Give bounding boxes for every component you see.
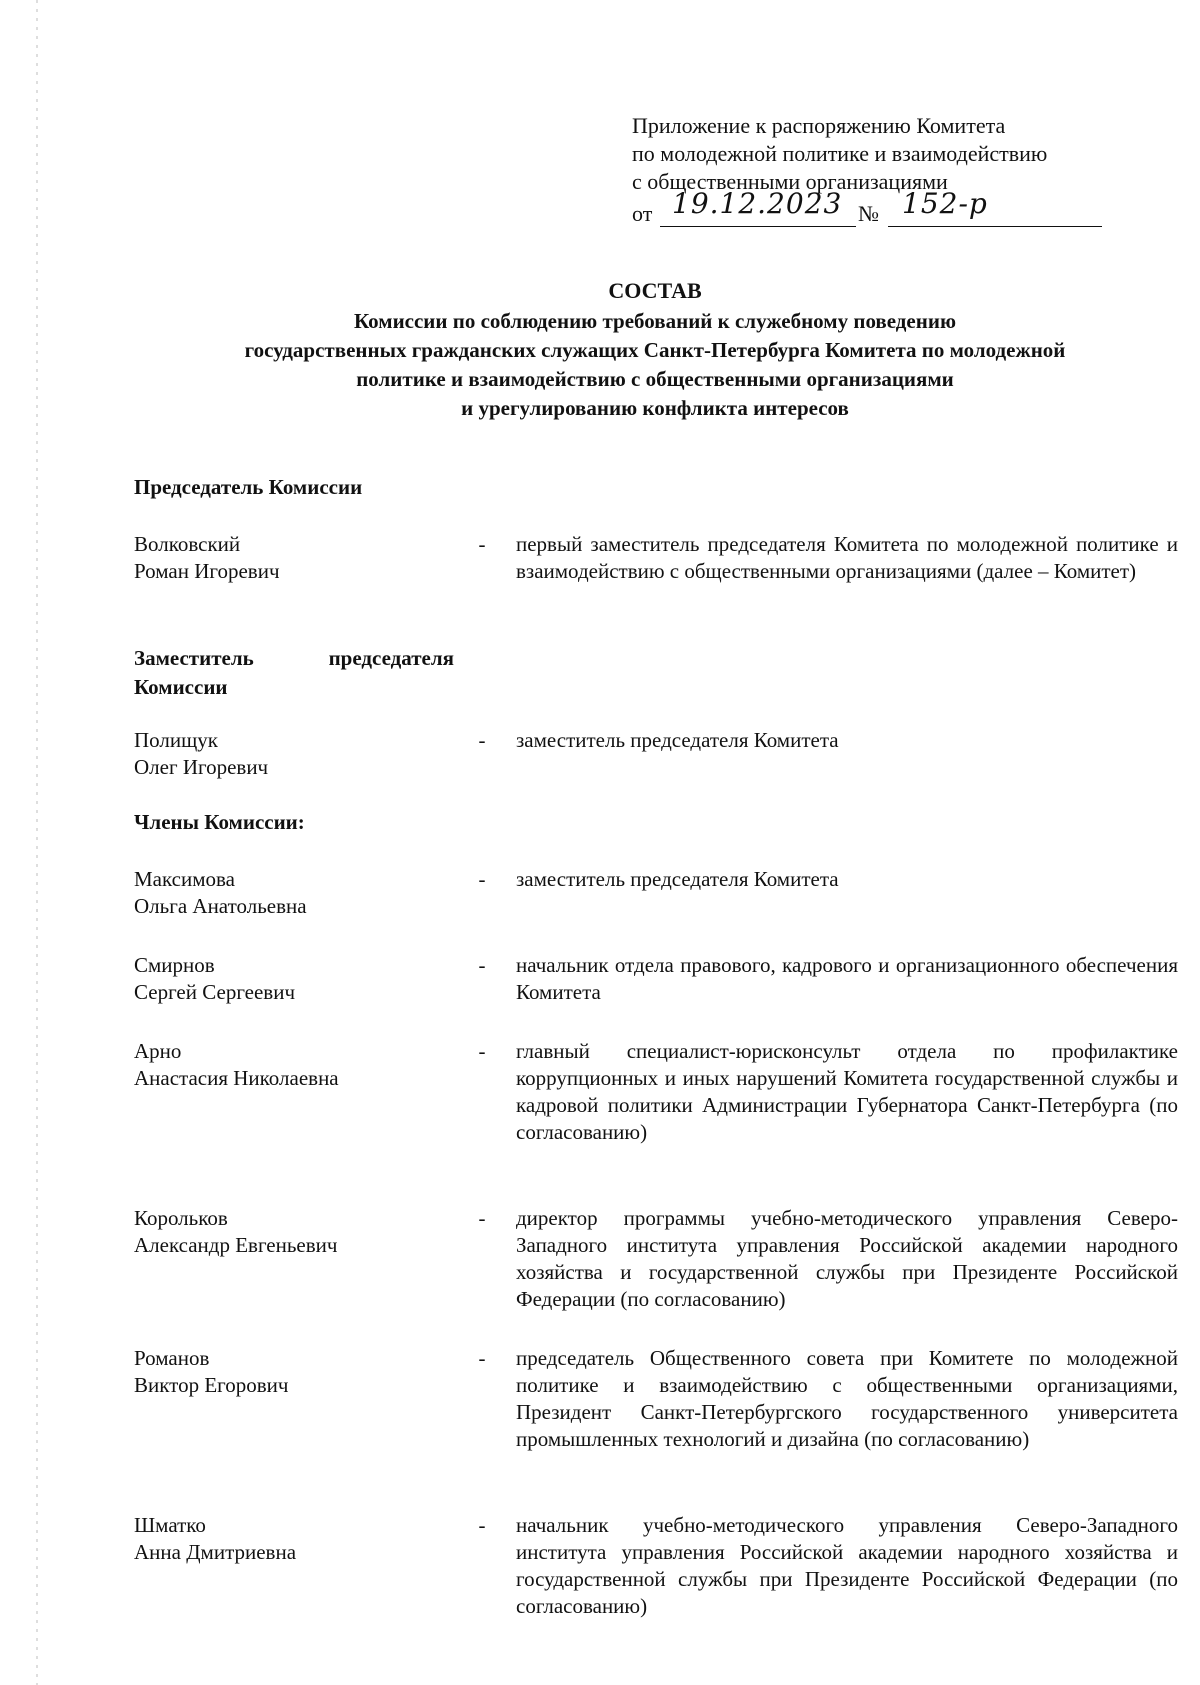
member-dash: - — [478, 1513, 486, 1537]
member-name — [134, 1205, 474, 1259]
appendix-line-1: Приложение к распоряжению Комитета — [632, 113, 1006, 138]
member-dash: - — [478, 728, 486, 752]
chairman-heading: Председатель Комиссии — [134, 475, 363, 499]
member-surname: Полищук — [134, 728, 218, 752]
member-given-name: Ольга Анатольевна — [134, 894, 307, 918]
title-line-1: Комиссии по соблюдению требований к служебному поведению — [353, 309, 956, 333]
deputy-heading-word-2: председателя — [328, 646, 454, 670]
member-role: директор программы учебно-методического управления Северо-Западного института управления Российской академии народного хозяйства и государственной службы при Президенте Российской Федерации (по согласованию) — [516, 1206, 1178, 1311]
member-given-name: Олег Игоревич — [134, 755, 269, 779]
member-name — [134, 866, 474, 920]
document-title — [140, 276, 1170, 423]
deputy-heading-line-2: Комиссии — [134, 675, 228, 699]
member-role: начальник отдела правового, кадрового и организационного обеспечения Комитета — [516, 953, 1178, 1004]
members-heading: Члены Комиссии: — [134, 810, 305, 834]
member-given-name: Роман Игоревич — [134, 559, 280, 583]
date-underline — [660, 226, 856, 227]
member-surname: Шматко — [134, 1513, 206, 1537]
member-given-name: Александр Евгеньевич — [134, 1233, 338, 1257]
number-prefix: № — [858, 201, 879, 226]
date-handwritten: 19.12.2023 — [672, 187, 843, 220]
member-name — [134, 531, 474, 585]
date-prefix: от — [632, 201, 653, 226]
member-surname: Корольков — [134, 1206, 228, 1230]
member-surname: Романов — [134, 1346, 210, 1370]
appendix-line-2: по молодежной политике и взаимодействию — [632, 141, 1048, 166]
member-surname: Максимова — [134, 867, 235, 891]
member-name — [134, 1038, 474, 1092]
member-name — [134, 1512, 474, 1566]
title-line-2: государственных гражданских служащих Санкт-Петербурга Комитета по молодежной — [244, 338, 1066, 362]
member-role: главный специалист-юрисконсульт отдела по профилактике коррупционных и иных нарушений Комитета государственной службы и кадровой политики Администрации Губернатора Санкт-Петербурга (по согласованию) — [516, 1039, 1178, 1144]
number-underline — [888, 226, 1102, 227]
member-dash: - — [478, 532, 486, 556]
member-surname: Смирнов — [134, 953, 215, 977]
member-name — [134, 1345, 474, 1399]
member-role: заместитель председателя Комитета — [516, 728, 839, 752]
member-role: заместитель председателя Комитета — [516, 867, 839, 891]
member-dash: - — [478, 867, 486, 891]
deputy-heading-word-1: Заместитель — [134, 646, 254, 670]
member-dash: - — [478, 1039, 486, 1063]
title-main: СОСТАВ — [608, 278, 702, 303]
member-dash: - — [478, 953, 486, 977]
appendix-ref-line — [632, 187, 1102, 230]
member-dash: - — [478, 1206, 486, 1230]
title-line-4: и урегулированию конфликта интересов — [461, 396, 849, 420]
member-name — [134, 727, 474, 781]
member-surname: Арно — [134, 1039, 182, 1063]
deputy-heading — [134, 644, 454, 702]
member-given-name: Анна Дмитриевна — [134, 1540, 297, 1564]
number-handwritten: 152-р — [902, 187, 988, 220]
appendix-block — [632, 112, 1102, 230]
member-surname: Волковский — [134, 532, 241, 556]
member-given-name: Сергей Сергеевич — [134, 980, 296, 1004]
scan-edge — [36, 0, 38, 1685]
appendix-line-3: с общественными организациями — [632, 169, 948, 194]
title-line-3: политике и взаимодействию с общественными организациями — [356, 367, 954, 391]
member-name — [134, 952, 474, 1006]
member-role: первый заместитель председателя Комитета по молодежной политике и взаимодействию с общественными организациями (далее – Комитет) — [516, 532, 1178, 583]
member-given-name: Анастасия Николаевна — [134, 1066, 339, 1090]
member-role: начальник учебно-методического управления Северо-Западного института управления Российской академии народного хозяйства и государственной службы при Президенте Российской Федерации (по согласованию) — [516, 1513, 1178, 1618]
member-dash: - — [478, 1346, 486, 1370]
member-given-name: Виктор Егорович — [134, 1373, 289, 1397]
member-role: председатель Общественного совета при Комитете по молодежной политике и взаимодействию с общественными организациями, Президент Санкт-Петербургского государственного университета промышленных технологий и дизайна (по согласованию) — [516, 1346, 1178, 1451]
